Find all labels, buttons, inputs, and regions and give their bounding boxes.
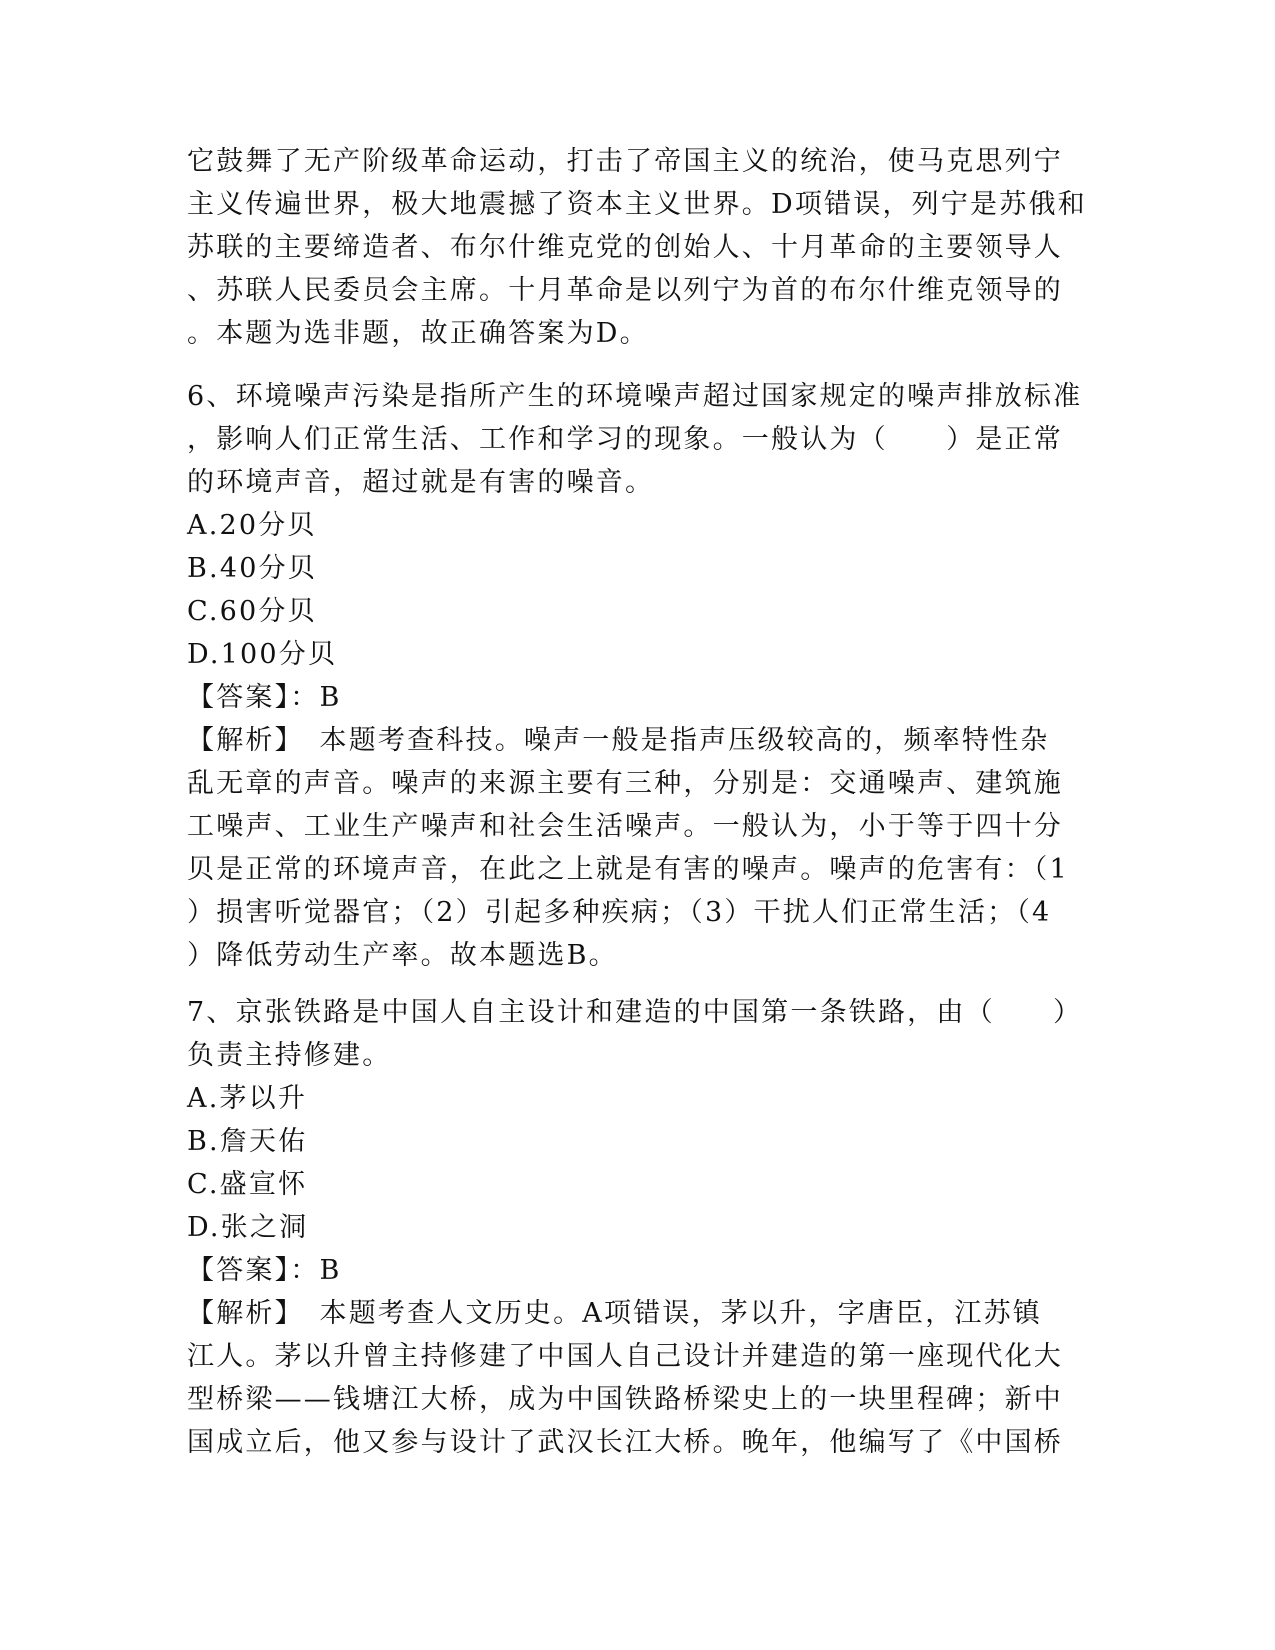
question-6 — [187, 375, 1087, 977]
text-line: 。本题为选非题，故正确答案为D。 — [187, 318, 649, 349]
previous-analysis-continuation — [187, 140, 1087, 355]
analysis-line: 工噪声、工业生产噪声和社会生活噪声。一般认为，小于等于四十分 — [187, 811, 1063, 842]
text-line: 主义传遍世界，极大地震撼了资本主义世界。D项错误，列宁是苏俄和 — [187, 189, 1087, 220]
question-7 — [187, 991, 1087, 1464]
option-a: A.茅以升 — [187, 1083, 308, 1114]
answer-line: 【答案】：B — [187, 1255, 342, 1286]
question-stem-line: 6、环境噪声污染是指所产生的环境噪声超过国家规定的噪声排放标准 — [187, 381, 1083, 412]
question-stem-line: 负责主持修建。 — [187, 1040, 392, 1071]
analysis-line: 国成立后，他又参与设计了武汉长江大桥。晚年，他编写了《中国桥 — [187, 1427, 1063, 1458]
option-c: C.盛宣怀 — [187, 1169, 308, 1200]
option-d: D.100分贝 — [187, 639, 338, 670]
question-stem-line: 7、京张铁路是中国人自主设计和建造的中国第一条铁路，由（ ） — [187, 997, 1083, 1028]
analysis-line: 【解析】 本题考查科技。噪声一般是指声压级较高的，频率特性杂 — [187, 725, 1050, 756]
analysis-line: 贝是正常的环境声音，在此之上就是有害的噪声。噪声的危害有：（1 — [187, 854, 1069, 885]
option-d: D.张之洞 — [187, 1212, 309, 1243]
option-a: A.20分贝 — [187, 510, 317, 541]
analysis-line: 江人。茅以升曾主持修建了中国人自己设计并建造的第一座现代化大 — [187, 1341, 1063, 1372]
analysis-line: 型桥梁——钱塘江大桥，成为中国铁路桥梁史上的一块里程碑；新中 — [187, 1384, 1063, 1415]
question-stem-line: 的环境声音，超过就是有害的噪音。 — [187, 467, 655, 498]
document-page — [187, 140, 1087, 1464]
option-b: B.詹天佑 — [187, 1126, 308, 1157]
analysis-line: 【解析】 本题考查人文历史。A项错误，茅以升，字唐臣，江苏镇 — [187, 1298, 1042, 1329]
answer-line: 【答案】：B — [187, 682, 342, 713]
option-b: B.40分贝 — [187, 553, 317, 584]
text-line: 它鼓舞了无产阶级革命运动，打击了帝国主义的统治，使马克思列宁 — [187, 146, 1063, 177]
text-line: 苏联的主要缔造者、布尔什维克党的创始人、十月革命的主要领导人 — [187, 232, 1063, 263]
question-stem-line: ，影响人们正常生活、工作和学习的现象。一般认为（ ）是正常 — [187, 424, 1063, 455]
option-c: C.60分贝 — [187, 596, 317, 627]
analysis-line: ）损害听觉器官；（2）引起多种疾病；（3）干扰人们正常生活；（4 — [187, 897, 1052, 928]
analysis-line: ）降低劳动生产率。故本题选B。 — [187, 940, 618, 971]
text-line: 、苏联人民委员会主席。十月革命是以列宁为首的布尔什维克领导的 — [187, 275, 1063, 306]
analysis-line: 乱无章的声音。噪声的来源主要有三种，分别是：交通噪声、建筑施 — [187, 768, 1063, 799]
